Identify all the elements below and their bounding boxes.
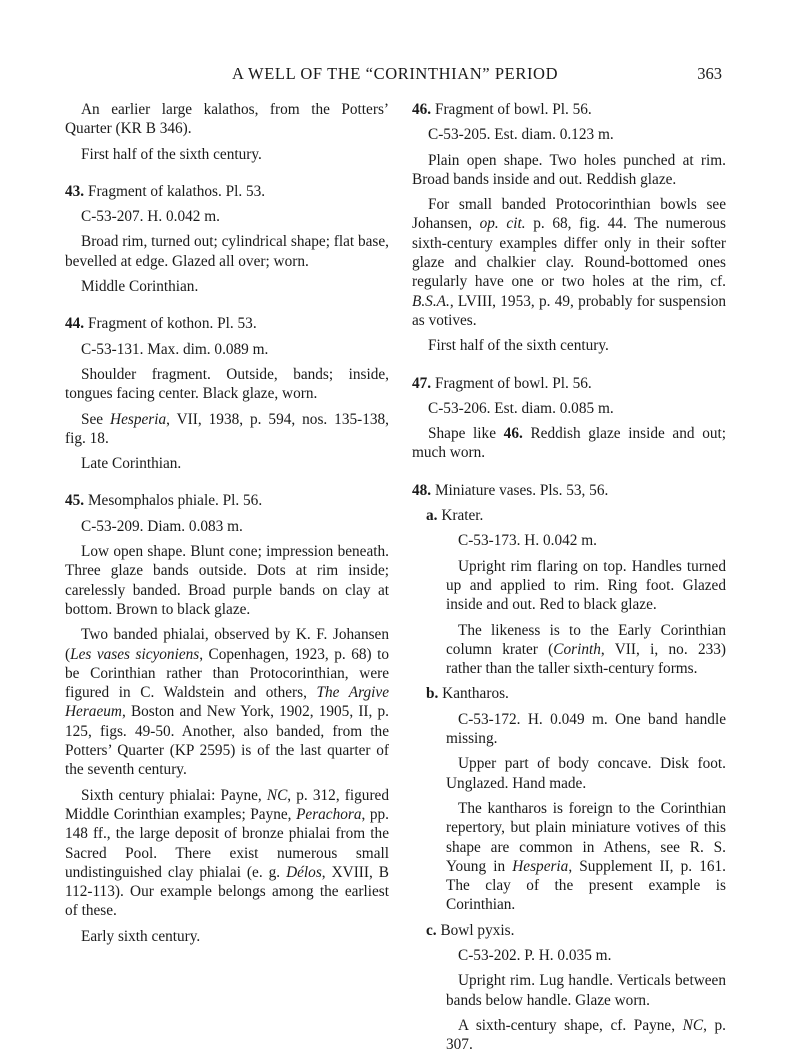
- entry-48b-body: [446, 710, 726, 915]
- entry-title: Fragment of bowl. Pl. 56.: [434, 374, 592, 392]
- intro-paragraph: An earlier large kalathos, from the Potters’ Quarter (KR B 346).: [65, 101, 389, 138]
- entry-48c-inventory: C-53-202. P. H. 0.035 m.: [458, 946, 612, 964]
- entry-48a-inventory: C-53-173. H. 0.042 m.: [458, 532, 597, 550]
- entry-46-inventory: C-53-205. Est. diam. 0.123 m.: [428, 126, 614, 144]
- entry-number: 48.: [412, 481, 432, 499]
- entry-46-heading: [412, 100, 726, 119]
- entry-number: 45.: [65, 492, 85, 510]
- entry-title: Miniature vases. Pls. 53, 56.: [434, 481, 609, 499]
- entry-45-description: Low open shape. Blunt cone; impression beneath. Three glaze bands outside. Dots at rim inside; carelessly banded. Broad purple bands on clay at bottom. Brown to black glaze.: [65, 543, 389, 618]
- entry-48b-inventory: C-53-172. H. 0.049 m. One band handle missing.: [446, 710, 726, 748]
- entry-45-inventory: C-53-209. Diam. 0.083 m.: [81, 517, 243, 535]
- entry-48a-note: The likeness is to the Early Corinthian column krater (Corinth, VII, i, no. 233) rather than the taller sixth-century forms.: [446, 621, 726, 678]
- entry-48c-description: Upright rim. Lug handle. Verticals between bands below handle. Glaze worn.: [446, 972, 726, 1009]
- entry-48c-note: A sixth-century shape, cf. Payne, NC, p. 307.: [446, 1016, 726, 1054]
- entry-44-heading: [65, 314, 389, 333]
- entry-47-heading: [412, 374, 726, 393]
- entry-43-heading: [65, 182, 389, 201]
- page-number: 363: [697, 64, 722, 83]
- entry-44-reference: See Hesperia, VII, 1938, p. 594, nos. 135-138, fig. 18.: [65, 410, 389, 447]
- entry-48b-description: Upper part of body concave. Disk foot. Unglazed. Hand made.: [446, 755, 726, 792]
- entry-48c-body: [446, 946, 726, 1054]
- entry-number: 43.: [65, 182, 85, 200]
- entry-title: Fragment of kalathos. Pl. 53.: [87, 182, 266, 200]
- left-column: [65, 100, 389, 952]
- entry-number: 44.: [65, 315, 85, 333]
- entry-47-inventory: C-53-206. Est. diam. 0.085 m.: [428, 399, 614, 417]
- entry-title: Fragment of bowl. Pl. 56.: [434, 101, 592, 118]
- entry-48c-heading: c. Bowl pyxis.: [426, 921, 515, 939]
- entry-45-date: Early sixth century.: [81, 927, 201, 945]
- entry-number: 47.: [412, 374, 432, 392]
- entry-title: Mesomphalos phiale. Pl. 56.: [87, 492, 263, 510]
- entry-48b-note: The kantharos is foreign to the Corinthian repertory, but plain miniature votives of this shape are common in Athens, see R. S. Young in Hesperia, Supplement II, p. 161. The clay of the present example is Corinthian.: [446, 799, 726, 914]
- entry-45-commentary: Two banded phialai, observed by K. F. Johansen (Les vases sicyoniens, Copenhagen, 1923, p. 68) to be Corinthian rather than Protocorinthian, were figured in C. Waldstein and others, The Argive Heraeum, Boston and New York, 1902, 1905, II, p. 125, figs. 49-50. Another, also banded, from the Potters’ Quarter (KP 2595) is of the last quarter of the seventh century.: [65, 626, 389, 779]
- page-header: [0, 64, 790, 88]
- entry-43-date: Middle Corinthian.: [81, 278, 199, 296]
- entry-46-commentary: For small banded Protocorinthian bowls see Johansen, op. cit. p. 68, fig. 44. The numerous sixth-century examples differ only in their softer glaze and chalkier clay. Round-bottomed ones regularly have one or two holes at the rim, cf. B.S.A., LVIII, 1953, p. 49, probably for suspension as votives.: [412, 196, 726, 329]
- entry-46-date: First half of the sixth century.: [428, 337, 609, 355]
- entry-48-heading: [412, 481, 726, 500]
- running-title: A WELL OF THE “CORINTHIAN” PERIOD: [232, 64, 559, 83]
- right-column: [412, 100, 726, 1060]
- entry-48b-heading: b. Kantharos.: [426, 685, 509, 703]
- entry-43-inventory: C-53-207. H. 0.042 m.: [81, 208, 220, 226]
- entry-44-inventory: C-53-131. Max. dim. 0.089 m.: [81, 340, 269, 358]
- entry-number: 46.: [412, 101, 432, 118]
- entry-46-description: Plain open shape. Two holes punched at rim. Broad bands inside and out. Reddish glaze.: [412, 151, 726, 188]
- entry-44-date: Late Corinthian.: [81, 455, 182, 473]
- entry-45-parallels: Sixth century phialai: Payne, NC, p. 312, figured Middle Corinthian examples; Payne, Perachora, pp. 148 ff., the large deposit of bronze phialai from the Sacred Pool. There exist numerous small undistinguished clay phialai (e. g. Délos, XVIII, B 112-113). Our example belongs among the earliest of these.: [65, 786, 389, 920]
- entry-44-description: Shoulder fragment. Outside, bands; inside, tongues facing center. Black glaze, worn.: [65, 365, 389, 403]
- entry-title: Fragment of kothon. Pl. 53.: [87, 315, 257, 333]
- intro-date: First half of the sixth century.: [81, 145, 262, 163]
- entry-45-heading: [65, 491, 389, 510]
- entry-47-description: Shape like 46. Reddish glaze inside and out; much worn.: [412, 425, 726, 462]
- entry-48a-body: [446, 531, 726, 678]
- entry-48a-description: Upright rim flaring on top. Handles turned up and applied to rim. Ring foot. Glazed inside and out. Red to black glaze.: [446, 557, 726, 614]
- entry-48a-heading: a. Krater.: [426, 507, 484, 525]
- entry-43-description: Broad rim, turned out; cylindrical shape; flat base, bevelled at edge. Glazed all over; worn.: [65, 233, 389, 270]
